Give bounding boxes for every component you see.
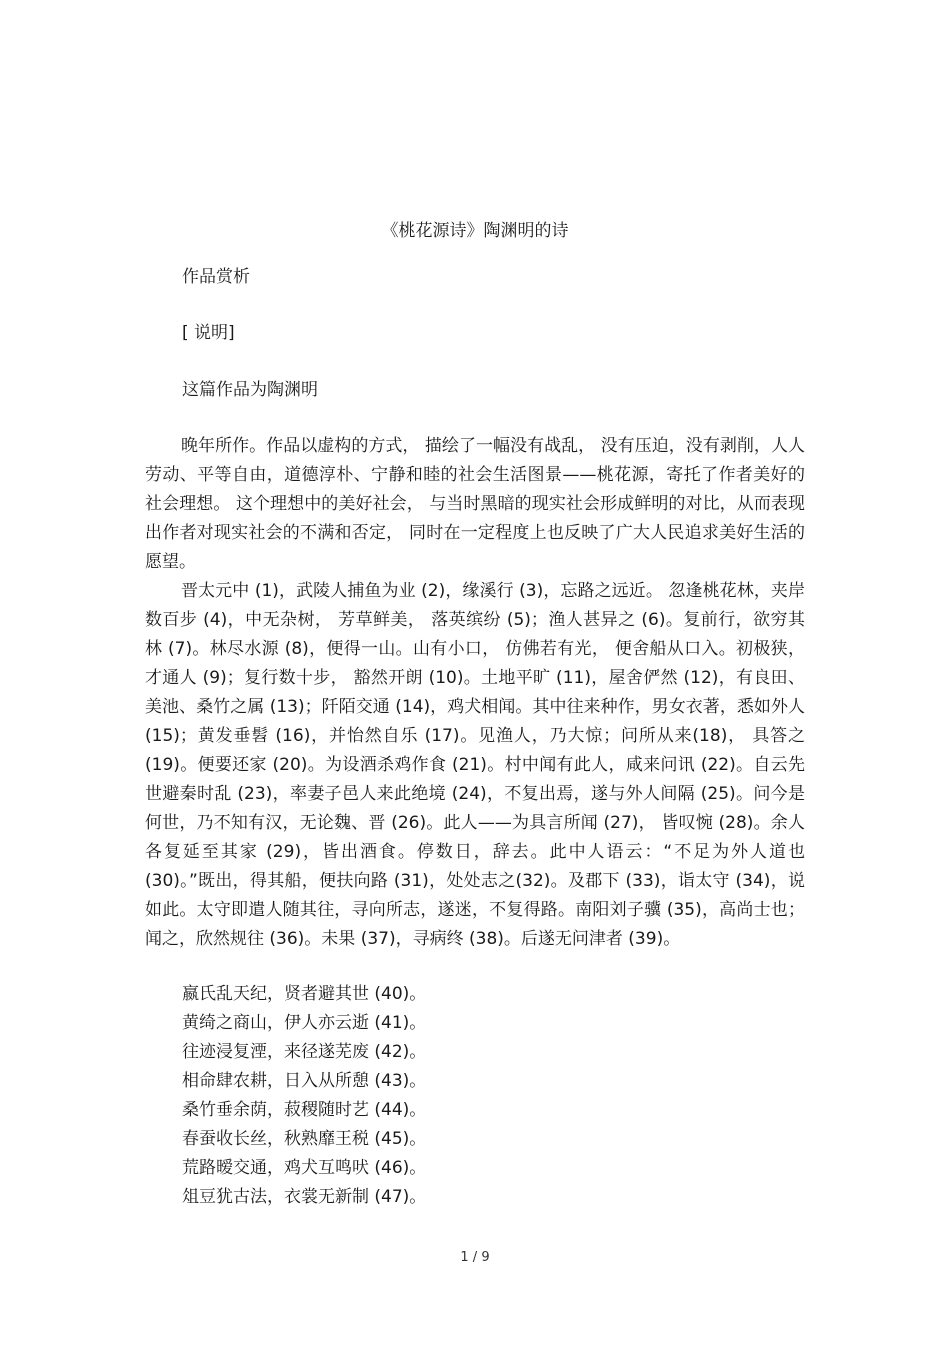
poem: [182, 980, 426, 1212]
poem-line: 桑竹垂余荫，菽稷随时艺 (44)。: [182, 1100, 427, 1120]
note-label: [ 说明]: [182, 323, 235, 343]
paragraph-prose: 晋太元中 (1)，武陵人捕鱼为业 (2)，缘溪行 (3)，忘路之远近。 忽逢桃花林，夹岸数百步 (4)，中无杂树， 芳草鲜美， 落英缤纷 (5)；渔人甚异之 (6)。复前行，欲穷其林 (7)。林尽水源 (8)，便得一山。山有小口， 仿佛若有光， 便舍船从口入。初极狭，才通人 (9)；复行数十步， 豁然开朗 (10)。土地平旷 (11)，屋舍俨然 (12)，有良田、美池、桑竹之属 (13)；阡陌交通 (14)，鸡犬相闻。其中往来种作，男女衣著，悉如外人 (15)；黄发垂髫 (16)，并怡然自乐 (17)。见渔人，乃大惊；问所从来(18)， 具答之 (19)。便要还家 (20)。为设酒杀鸡作食 (21)。村中闻有此人，咸来问讯 (22)。自云先世避秦时乱 (23)，率妻子邑人来此绝境 (24)，不复出焉，遂与外人间隔 (25)。问今是何世，乃不知有汉，无论魏、晋 (26)。此人——为具言所闻 (27)， 皆叹惋 (28)。余人各复延至其家 (29)，皆出酒食。停数日，辞去。此中人语云：“不足为外人道也 (30)。”既出，得其船，便扶向路 (31)，处处志之(32)。及郡下 (33)，诣太守 (34)，说如此。太守即遣人随其往，寻向所志，遂迷，不复得路。南阳刘子骥 (35)，高尚士也；闻之，欣然规往 (36)。未果 (37)，寻病终 (38)。后遂无问津者 (39)。: [145, 581, 805, 949]
poem-line: 春蚕收长丝，秋熟靡王税 (45)。: [182, 1129, 427, 1149]
body-text: [145, 432, 805, 954]
section-heading: 作品赏析: [182, 267, 250, 287]
document-title: 《桃花源诗》陶渊明的诗: [381, 221, 569, 241]
page-number: 1 / 9: [460, 1250, 490, 1265]
poem-line: 荒路暧交通，鸡犬互鸣吠 (46)。: [182, 1158, 427, 1178]
poem-line: 黄绮之商山，伊人亦云逝 (41)。: [182, 1013, 427, 1033]
poem-line: 往迹浸复湮，来径遂芜废 (42)。: [182, 1042, 427, 1062]
poem-line: 相命肆农耕，日入从所憩 (43)。: [182, 1071, 427, 1091]
paragraph-summary: 晚年所作。作品以虚构的方式， 描绘了一幅没有战乱， 没有压迫，没有剥削，人人劳动、平等自由，道德淳朴、宁静和睦的社会生活图景——桃花源，寄托了作者美好的社会理想。 这个理想中的美好社会， 与当时黑暗的现实社会形成鲜明的对比，从而表现出作者对现实社会的不满和否定， 同时在一定程度上也反映了广大人民追求美好生活的愿望。: [145, 436, 805, 572]
poem-line: 俎豆犹古法，衣裳无新制 (47)。: [182, 1187, 427, 1207]
intro-line: 这篇作品为陶渊明: [182, 380, 318, 400]
poem-line: 嬴氏乱天纪，贤者避其世 (40)。: [182, 984, 427, 1004]
